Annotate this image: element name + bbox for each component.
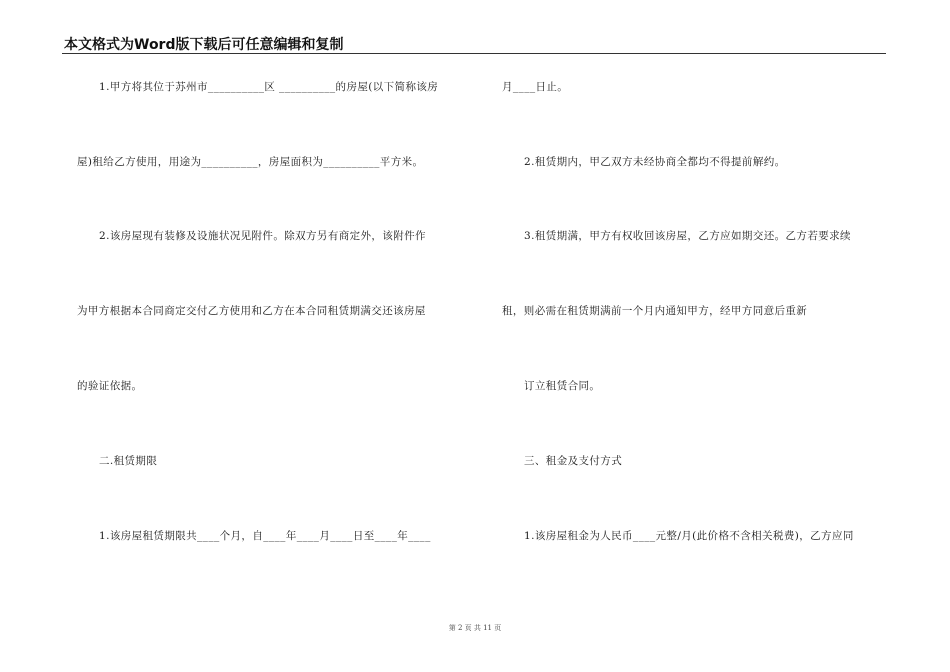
right-line-3: 3.租赁期满，甲方有权收回该房屋，乙方应如期交还。乙方若要求续 bbox=[524, 230, 851, 242]
right-line-2: 2.租赁期内，甲乙双方未经协商全都均不得提前解约。 bbox=[524, 156, 786, 168]
right-section-heading-rent-payment: 三、租金及支付方式 bbox=[524, 455, 623, 467]
left-section-heading-lease-term: 二.租赁期限 bbox=[99, 455, 158, 467]
left-line-4: 为甲方根据本合同商定交付乙方使用和乙方在本合同租赁期满交还该房屋 bbox=[77, 305, 426, 317]
left-line-1: 1.甲方将其位于苏州市__________区 __________的房屋(以下简称该房 bbox=[99, 81, 439, 93]
left-line-3: 2.该房屋现有装修及设施状况见附件。除双方另有商定外，该附件作 bbox=[99, 230, 426, 242]
left-line-2: 屋)租给乙方使用，用途为__________，房屋面积为__________平方米。 bbox=[77, 156, 424, 168]
right-line-7: 1.该房屋租金为人民币____元整/月(此价格不含相关税费)，乙方应同 bbox=[524, 530, 854, 542]
document-header-title: 本文格式为Word版下载后可任意编辑和复制 bbox=[64, 37, 344, 53]
page-number-footer: 第 2 页 共 11 页 bbox=[448, 624, 502, 632]
header-divider bbox=[62, 53, 886, 54]
left-line-7: 1.该房屋租赁期限共____个月，自____年____月____日至____年____ bbox=[99, 530, 431, 542]
left-line-5: 的验证依据。 bbox=[77, 380, 143, 392]
right-line-5: 订立租赁合同。 bbox=[524, 380, 601, 392]
right-line-1: 月____日止。 bbox=[502, 81, 569, 93]
right-line-4: 租，则必需在租赁期满前一个月内通知甲方，经甲方同意后重新 bbox=[502, 305, 808, 317]
